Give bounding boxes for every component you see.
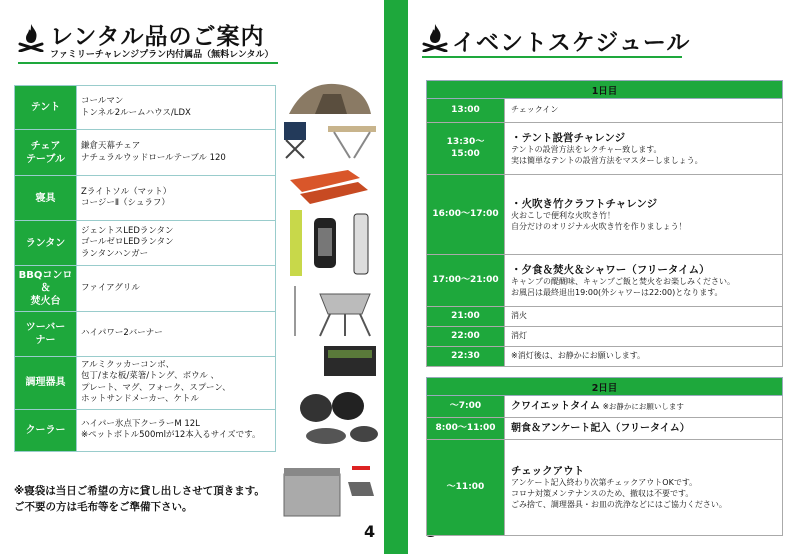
category-cell: チェア テーブル: [15, 130, 77, 176]
event-cell: [505, 99, 783, 123]
event-text: チェックイン: [511, 105, 559, 115]
items-cell: アルミクッカーコンボ、 包丁/まな板/菜箸/トング、ボウル 、 プレート、マグ、フォーク、スプーン、 ホットサンドメーカー、ケトル: [77, 357, 276, 410]
spread-gutter: [388, 0, 408, 554]
title-underline: [422, 56, 682, 58]
page-title: イベントスケジュール: [452, 30, 691, 56]
time-cell: 22:30: [427, 347, 505, 367]
time-cell: 22:00: [427, 327, 505, 347]
event-cell: [505, 347, 783, 367]
event-title: チェックアウト: [511, 465, 585, 478]
table-row: [15, 266, 276, 312]
event-text: 火おこしで便利な火吹き竹！ 自分だけのオリジナル火吹き竹を作りましょう！: [511, 210, 687, 231]
time-cell: 13:30～ 15:00: [427, 123, 505, 175]
category-cell: BBQコンロ ＆ 焚火台: [15, 266, 77, 312]
table-row: [15, 176, 276, 221]
table-row: [15, 86, 276, 130]
event-cell: [505, 396, 783, 418]
event-text: キャンプの醍醐味、キャンプご飯と焚火をお楽しみください。 お風呂は最終退出19:00(外シャワーは22:00)となります。: [511, 276, 735, 297]
event-cell: [505, 440, 783, 536]
category-cell: 調理器具: [15, 357, 77, 410]
event-cell: [505, 255, 783, 307]
table-row: [15, 357, 276, 410]
items-cell: ファイアグリル: [77, 266, 276, 312]
day2-schedule: [426, 377, 783, 536]
table-row: [15, 130, 276, 176]
time-cell: ～7:00: [427, 396, 505, 418]
schedule-row: [427, 347, 783, 367]
items-cell: Zライトソル（マット） コージーⅡ（シュラフ）: [77, 176, 276, 221]
page-title: レンタル品のご案内: [50, 24, 265, 50]
schedule-row: [427, 255, 783, 307]
items-cell: 鎌倉天幕チェア ナチュラルウッドロールテーブル 120: [77, 130, 276, 176]
event-text: 消灯: [511, 331, 527, 341]
event-title: 朝食＆アンケート記入（フリータイム）: [511, 422, 690, 434]
time-cell: 17:00～21:00: [427, 255, 505, 307]
page-subtitle: ファミリーチャレンジプラン内付属品（無料レンタル）: [50, 50, 274, 60]
page-number: 4: [364, 522, 376, 541]
schedule-row: [427, 123, 783, 175]
rental-page: [0, 0, 388, 554]
campfire-icon: [422, 22, 448, 52]
cookware-image: [286, 388, 386, 448]
chair-table-image: [280, 118, 380, 160]
day-header: 2日目: [427, 378, 783, 396]
schedule-row: [427, 440, 783, 536]
cooler-image: [280, 462, 380, 520]
items-cell: ハイパワー2バーナー: [77, 312, 276, 357]
items-cell: ハイパー氷点下クーラーM 12L ※ペットボトル500mlが12本入るサイズです。: [77, 409, 276, 451]
tent-image: [285, 78, 375, 118]
rental-table: [14, 85, 276, 452]
event-text: 消火: [511, 311, 527, 321]
schedule-row: [427, 418, 783, 440]
day-header: 1日目: [427, 81, 783, 99]
event-cell: [505, 327, 783, 347]
sleeping-bag-note: ※寝袋は当日ご希望の方に貸し出しさせて頂きます。 ご不要の方は毛布等をご準備下さい。: [14, 485, 265, 514]
event-cell: [505, 418, 783, 440]
event-cell: [505, 123, 783, 175]
sleeping-bag-image: [288, 166, 372, 206]
fire-grill-image: [290, 284, 380, 338]
time-cell: 21:00: [427, 307, 505, 327]
event-text: ※消灯後は、お静かにお願いします。: [511, 351, 646, 361]
schedule-row: [427, 99, 783, 123]
event-title: クワイエットタイム: [511, 400, 600, 412]
event-title: ・火吹き竹クラフトチャレンジ: [511, 197, 658, 210]
category-cell: テント: [15, 86, 77, 130]
schedule-row: [427, 327, 783, 347]
table-row: [15, 221, 276, 266]
burner-image: [320, 340, 380, 384]
event-cell: [505, 175, 783, 255]
table-row: [15, 312, 276, 357]
day1-schedule: [426, 80, 783, 367]
event-title: ・夕食＆焚火＆シャワー（フリータイム）: [511, 263, 710, 276]
event-title: ・テント設営チャレンジ: [511, 131, 626, 144]
time-cell: 16:00～17:00: [427, 175, 505, 255]
schedule-row: [427, 396, 783, 418]
category-cell: クーラー: [15, 409, 77, 451]
lantern-image: [286, 208, 386, 280]
schedule-row: [427, 307, 783, 327]
category-cell: ツーバー ナー: [15, 312, 77, 357]
schedule-row: [427, 175, 783, 255]
title-underline: [18, 62, 278, 64]
time-cell: 8:00～11:00: [427, 418, 505, 440]
items-cell: コールマン トンネル2ルームハウス/LDX: [77, 86, 276, 130]
schedule-page: [408, 0, 800, 554]
category-cell: 寝具: [15, 176, 77, 221]
event-note: ※お静かにお願いします: [602, 401, 684, 411]
event-text: アンケート記入終わり次第チェックアウトOKです。 コロナ対策メンテナンスのため、撤収は不要です。 ごみ捨て、調理器具・お皿の洗浄などにはご協力ください。: [511, 478, 727, 509]
time-cell: 13:00: [427, 99, 505, 123]
category-cell: ランタン: [15, 221, 77, 266]
event-text: テントの設営方法をレクチャー致します。 実は簡単なテントの設営方法をマスターしましょう。: [511, 144, 703, 165]
campfire-icon: [18, 22, 44, 52]
table-row: [15, 409, 276, 451]
event-cell: [505, 307, 783, 327]
time-cell: ～11:00: [427, 440, 505, 536]
items-cell: ジェントスLEDランタン ゴールゼロLEDランタン ランタンハンガー: [77, 221, 276, 266]
